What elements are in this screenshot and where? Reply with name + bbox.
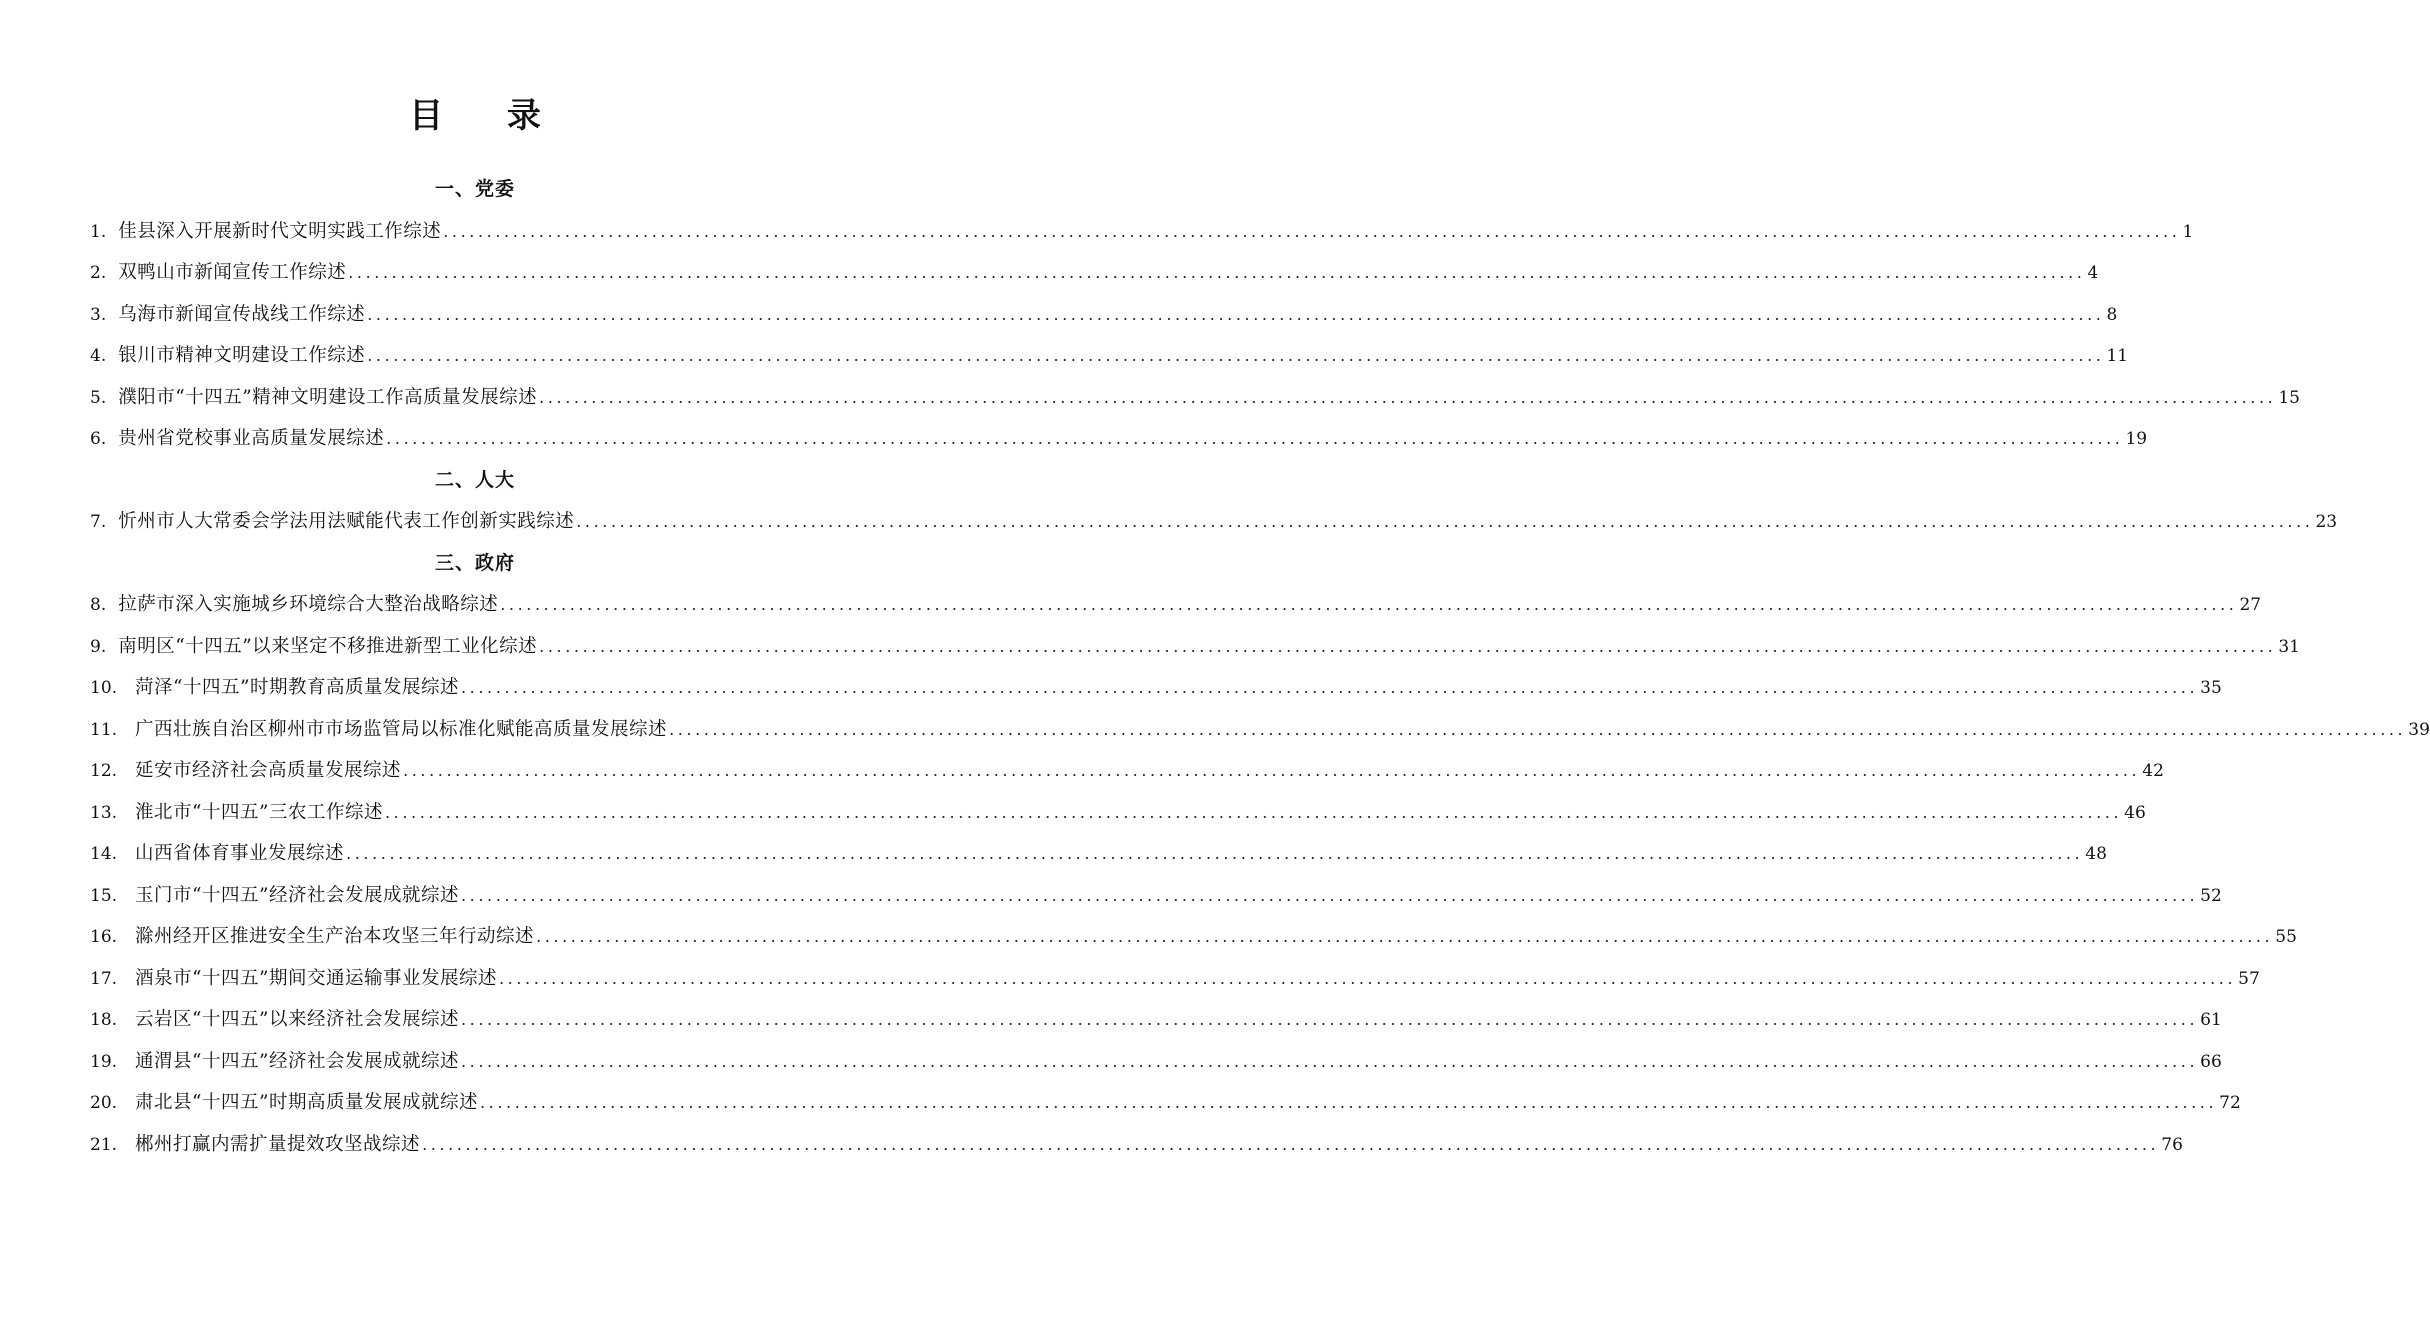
dot-leader: ........................................................................................................................................................................................................ [346, 844, 2084, 863]
entry-title: 郴州打赢内需扩量提效攻坚战综述 [135, 1133, 421, 1155]
toc-entry[interactable] [90, 916, 2297, 958]
toc-entry[interactable] [90, 377, 2300, 419]
toc-entry[interactable] [90, 1124, 2183, 1166]
entry-number: 19. [90, 1051, 118, 1072]
dot-leader: ........................................................................................................................................................................................................ [386, 429, 2124, 448]
toc-entry[interactable] [90, 584, 2262, 626]
entry-number: 3. [90, 304, 107, 325]
toc-entry[interactable] [90, 750, 2164, 792]
toc-entry[interactable] [90, 501, 2338, 543]
dot-leader: ........................................................................................................................................................................................................ [348, 263, 2086, 282]
entry-number: 5. [90, 387, 107, 408]
dot-leader: ........................................................................................................................................................................................................ [536, 927, 2274, 946]
dot-leader: ........................................................................................................................................................................................................ [460, 1010, 2199, 1029]
entry-number: 10. [90, 678, 118, 698]
entry-number: 15. [90, 885, 118, 906]
entry-number: 6. [90, 429, 107, 449]
entry-page-number: 61 [2200, 1010, 2222, 1030]
entry-page-number: 4 [2087, 263, 2099, 283]
toc-entry[interactable] [90, 999, 2222, 1041]
entry-page-number: 35 [2200, 678, 2222, 698]
entry-page-number: 66 [2200, 1051, 2222, 1072]
toc-entry[interactable] [90, 875, 2222, 917]
dot-leader: ........................................................................................................................................................................................................ [403, 761, 2141, 780]
entry-number: 14. [90, 844, 118, 864]
dot-leader: ........................................................................................................................................................................................................ [443, 221, 2181, 241]
dot-leader: ........................................................................................................................................................................................................ [422, 1134, 2160, 1154]
entry-number: 1. [90, 221, 107, 242]
entry-title: 滁州经开区推进安全生产治本攻坚三年行动综述 [135, 926, 535, 947]
toc-entry[interactable] [90, 418, 2148, 460]
toc-entry[interactable] [90, 833, 2107, 875]
dot-leader: ........................................................................................................................................................................................................ [539, 387, 2277, 407]
table-of-contents [90, 169, 2430, 1165]
dot-leader: ........................................................................................................................................................................................................ [367, 346, 2105, 365]
entry-title: 南明区“十四五”以来坚定不移推进新型工业化综述 [118, 635, 538, 657]
entry-title: 乌海市新闻宣传战线工作综述 [118, 303, 366, 325]
dot-leader: ........................................................................................................................................................................................................ [460, 1051, 2199, 1071]
entry-number: 18. [90, 1010, 118, 1030]
entry-page-number: 15 [2278, 387, 2300, 408]
toc-entry[interactable] [90, 709, 2430, 751]
entry-title: 淮北市“十四五”三农工作综述 [135, 801, 383, 823]
toc-entry[interactable] [90, 626, 2300, 668]
entry-number: 2. [90, 263, 107, 283]
entry-number: 11. [90, 719, 118, 740]
entry-page-number: 19 [2125, 429, 2148, 449]
toc-entry[interactable] [90, 294, 2118, 336]
toc-entry[interactable] [90, 667, 2222, 709]
entry-title: 拉萨市深入实施城乡环境综合大整治战略综述 [118, 594, 499, 615]
entry-title: 忻州市人大常委会学法用法赋能代表工作创新实践综述 [118, 511, 575, 532]
entry-page-number: 46 [2124, 802, 2146, 823]
entry-page-number: 57 [2238, 968, 2260, 989]
entry-page-number: 55 [2275, 927, 2297, 947]
entry-page-number: 8 [2106, 304, 2118, 325]
section-heading: 一、党委 [434, 178, 515, 200]
toc-entry[interactable] [90, 1041, 2222, 1083]
entry-page-number: 11 [2106, 346, 2129, 366]
dot-leader: ........................................................................................................................................................................................................ [460, 885, 2199, 905]
entry-title: 延安市经济社会高质量发展综述 [135, 760, 402, 781]
toc-entry[interactable] [90, 792, 2146, 834]
entry-number: 17. [90, 968, 118, 989]
dot-leader: ........................................................................................................................................................................................................ [576, 512, 2314, 531]
entry-title: 贵州省党校事业高质量发展综述 [118, 428, 385, 449]
entry-page-number: 27 [2239, 595, 2262, 615]
dot-leader: ........................................................................................................................................................................................................ [367, 304, 2105, 324]
dot-leader: ........................................................................................................................................................................................................ [384, 802, 2123, 822]
entry-number: 12. [90, 761, 118, 781]
entry-page-number: 48 [2085, 844, 2107, 864]
entry-title: 双鸭山市新闻宣传工作综述 [118, 262, 347, 283]
dot-leader: ........................................................................................................................................................................................................ [479, 1093, 2218, 1112]
entry-number: 20. [90, 1093, 118, 1113]
page-title: 目 录 [409, 96, 567, 136]
entry-page-number: 1 [2182, 221, 2194, 242]
entry-title: 濮阳市“十四五”精神文明建设工作高质量发展综述 [118, 386, 538, 408]
toc-entry[interactable] [90, 252, 2099, 294]
dot-leader: ........................................................................................................................................................................................................ [460, 678, 2199, 697]
dot-leader: ........................................................................................................................................................................................................ [498, 968, 2237, 988]
entry-title: 通渭县“十四五”经济社会发展成就综述 [135, 1050, 459, 1072]
dot-leader: ........................................................................................................................................................................................................ [669, 719, 2407, 739]
entry-page-number: 23 [2315, 512, 2338, 532]
entry-title: 广西壮族自治区柳州市市场监管局以标准化赋能高质量发展综述 [135, 718, 668, 740]
dot-leader: ........................................................................................................................................................................................................ [500, 595, 2238, 614]
entry-number: 7. [90, 512, 107, 532]
entry-page-number: 52 [2200, 885, 2222, 906]
entry-title: 银川市精神文明建设工作综述 [118, 345, 366, 366]
toc-entry[interactable] [90, 211, 2194, 253]
toc-entry[interactable] [90, 958, 2260, 1000]
section-heading: 二、人大 [434, 468, 515, 491]
entry-title: 佳县深入开展新时代文明实践工作综述 [118, 220, 442, 242]
entry-title: 酒泉市“十四五”期间交通运输事业发展综述 [135, 967, 497, 989]
entry-page-number: 39 [2408, 719, 2430, 740]
entry-title: 菏泽“十四五”时期教育高质量发展综述 [135, 677, 459, 698]
entry-page-number: 76 [2161, 1134, 2183, 1155]
entry-page-number: 42 [2142, 761, 2164, 781]
toc-entry[interactable] [90, 1082, 2241, 1124]
dot-leader: ........................................................................................................................................................................................................ [539, 636, 2277, 656]
section-heading: 三、政府 [434, 551, 515, 574]
entry-title: 云岩区“十四五”以来经济社会发展综述 [135, 1009, 459, 1030]
toc-entry[interactable] [90, 335, 2129, 377]
entry-number: 16. [90, 927, 118, 947]
entry-number: 8. [90, 595, 107, 615]
entry-title: 玉门市“十四五”经济社会发展成就综述 [135, 884, 459, 906]
entry-number: 9. [90, 636, 107, 657]
entry-page-number: 72 [2219, 1093, 2241, 1113]
entry-number: 13. [90, 802, 118, 823]
entry-title: 肃北县“十四五”时期高质量发展成就综述 [135, 1092, 478, 1113]
entry-page-number: 31 [2278, 636, 2300, 657]
entry-number: 4. [90, 346, 107, 366]
entry-title: 山西省体育事业发展综述 [135, 843, 345, 864]
entry-number: 21. [90, 1134, 118, 1155]
